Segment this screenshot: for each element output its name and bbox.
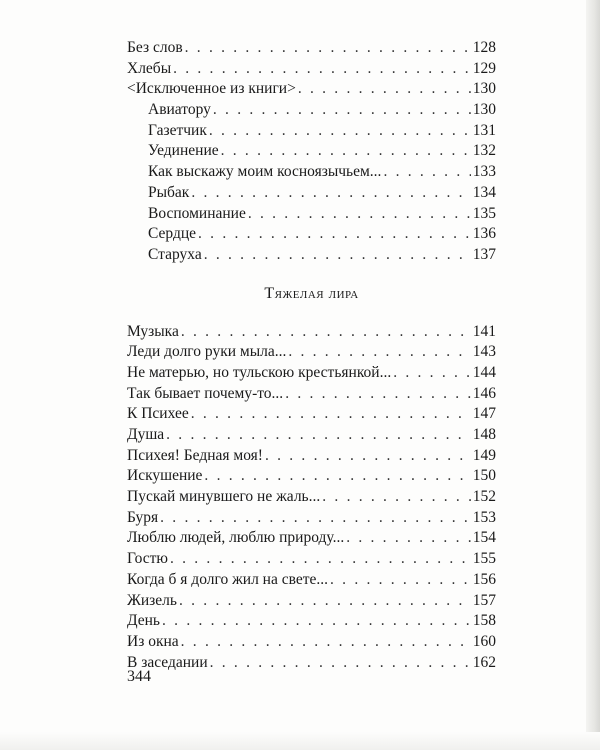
toc-entry bbox=[127, 322, 496, 343]
dot-leader bbox=[210, 653, 471, 674]
toc-entry-title: Газетчик bbox=[148, 121, 207, 139]
toc-entry-title: День bbox=[127, 612, 161, 630]
dot-leader bbox=[181, 632, 471, 653]
toc-entry bbox=[127, 224, 496, 245]
toc-entry-title: Искушение bbox=[127, 467, 203, 485]
toc-part-1 bbox=[127, 38, 496, 266]
toc-entry-title: К Психее bbox=[127, 405, 189, 423]
dot-leader bbox=[162, 611, 471, 632]
toc-entry bbox=[127, 632, 496, 653]
toc-entry-page: 155 bbox=[472, 550, 496, 568]
toc-entry-page: 146 bbox=[472, 384, 496, 402]
dot-leader bbox=[383, 162, 470, 183]
toc-entry-title: Жизель bbox=[127, 591, 177, 609]
toc-entry-page: 148 bbox=[472, 426, 496, 443]
dot-leader bbox=[221, 141, 471, 162]
dot-leader bbox=[298, 79, 471, 100]
toc-entry-title: Без слов bbox=[127, 39, 183, 56]
toc-entry bbox=[127, 591, 496, 612]
toc-entry-title: Когда б я долго жил на свете... bbox=[127, 570, 329, 588]
dot-leader bbox=[330, 570, 471, 591]
toc-entry-title: Люблю людей, люблю природу... bbox=[127, 529, 345, 547]
dot-leader bbox=[181, 322, 471, 343]
dot-leader bbox=[322, 487, 470, 508]
toc-entry-title: Музыка bbox=[127, 322, 179, 340]
toc-entry-page: 143 bbox=[472, 343, 496, 361]
dot-leader bbox=[346, 528, 471, 549]
toc-entry-title: Хлебы bbox=[127, 59, 172, 77]
toc-entry bbox=[127, 425, 496, 446]
toc-entry-page: 157 bbox=[472, 591, 496, 609]
toc-entry bbox=[127, 528, 496, 549]
toc-entry bbox=[127, 342, 496, 363]
dot-leader bbox=[179, 591, 471, 612]
toc-entry-page: 147 bbox=[472, 405, 496, 423]
toc-entry-page: 154 bbox=[472, 529, 496, 547]
dot-leader bbox=[288, 342, 470, 363]
toc-entry bbox=[127, 611, 496, 632]
toc-entry bbox=[127, 183, 496, 204]
toc-entry bbox=[127, 446, 496, 467]
dot-leader bbox=[213, 100, 471, 121]
toc-entry bbox=[127, 570, 496, 591]
toc-entry bbox=[127, 141, 496, 162]
toc-entry-page: 131 bbox=[472, 121, 496, 139]
toc-entry-title: Из окна bbox=[127, 632, 179, 650]
toc-entry-page: 160 bbox=[472, 632, 496, 650]
toc-entry-page: 133 bbox=[472, 163, 496, 181]
toc-entry bbox=[127, 121, 496, 142]
toc-entry-title: Старуха bbox=[148, 245, 202, 263]
toc-entry-title: Гостю bbox=[127, 550, 168, 568]
toc-entry bbox=[127, 466, 496, 487]
toc-entry-page: 129 bbox=[472, 59, 496, 77]
toc-part-2 bbox=[127, 322, 496, 674]
toc-entry-page: 130 bbox=[472, 80, 496, 98]
toc-entry bbox=[127, 59, 496, 80]
dot-leader bbox=[198, 224, 471, 245]
toc-entry bbox=[127, 100, 496, 121]
toc-entry bbox=[127, 162, 496, 183]
toc-entry-page: 130 bbox=[472, 101, 496, 119]
toc-entry-page: 144 bbox=[472, 363, 496, 381]
page-bottom-edge bbox=[0, 732, 600, 750]
toc-entry-title: Рыбак bbox=[148, 183, 190, 201]
dot-leader bbox=[160, 508, 471, 529]
toc-entry-page: 162 bbox=[472, 653, 496, 671]
dot-leader bbox=[285, 384, 471, 405]
toc-entry-title: Душа bbox=[127, 426, 165, 443]
toc-entry-page: 136 bbox=[472, 225, 496, 243]
toc-entry bbox=[127, 404, 496, 425]
table-of-contents bbox=[127, 38, 496, 673]
toc-entry-page: 137 bbox=[472, 245, 496, 263]
dot-leader bbox=[173, 59, 471, 80]
toc-entry-page: 153 bbox=[472, 508, 496, 526]
dot-leader bbox=[170, 549, 471, 570]
toc-entry-page: 141 bbox=[472, 322, 496, 340]
toc-entry-title: Пускай минувшего не жаль... bbox=[127, 488, 321, 506]
toc-entry-title: В заседании bbox=[127, 653, 208, 671]
toc-entry bbox=[127, 38, 496, 59]
dot-leader bbox=[248, 204, 471, 225]
page-number: 344 bbox=[127, 668, 151, 685]
dot-leader bbox=[204, 466, 470, 487]
toc-entry-page: 156 bbox=[472, 570, 496, 588]
toc-entry bbox=[127, 549, 496, 570]
toc-entry-page: 134 bbox=[472, 183, 496, 201]
toc-entry-title: Не матерью, но тульскою крестьянкой... bbox=[127, 363, 392, 381]
toc-entry bbox=[127, 204, 496, 225]
toc-entry-page: 135 bbox=[472, 204, 496, 222]
dot-leader bbox=[209, 121, 471, 142]
dot-leader bbox=[393, 363, 471, 384]
toc-entry-page: 152 bbox=[472, 488, 496, 506]
toc-entry-page: 128 bbox=[472, 39, 496, 56]
toc-entry-title: Уединение bbox=[148, 142, 219, 160]
toc-entry bbox=[127, 508, 496, 529]
toc-entry-title: Воспоминание bbox=[148, 204, 246, 222]
dot-leader bbox=[166, 425, 471, 446]
dot-leader bbox=[265, 446, 471, 467]
dot-leader bbox=[191, 404, 471, 425]
toc-entry bbox=[127, 363, 496, 384]
section-heading: Тяжелая лира bbox=[264, 284, 359, 302]
toc-entry-page: 149 bbox=[472, 446, 496, 464]
dot-leader bbox=[191, 183, 470, 204]
toc-entry bbox=[127, 245, 496, 266]
toc-entry-title: Буря bbox=[127, 508, 159, 526]
toc-entry-title: Авиатору bbox=[148, 101, 211, 119]
toc-entry bbox=[127, 653, 496, 674]
toc-entry bbox=[127, 487, 496, 508]
toc-entry-title: <Исключенное из книги> bbox=[127, 80, 296, 98]
toc-entry bbox=[127, 384, 496, 405]
toc-entry-page: 150 bbox=[472, 467, 496, 485]
toc-entry bbox=[127, 79, 496, 100]
dot-leader bbox=[204, 245, 471, 266]
toc-entry-title: Как выскажу моим косноязычьем... bbox=[148, 163, 382, 181]
toc-entry-title: Психея! Бедная моя! bbox=[127, 446, 263, 464]
toc-entry-title: Сердце bbox=[148, 225, 197, 243]
toc-entry-page: 158 bbox=[472, 612, 496, 630]
dot-leader bbox=[185, 38, 471, 59]
toc-entry-title: Леди долго руки мыла... bbox=[127, 343, 287, 361]
page-edge bbox=[586, 0, 600, 750]
toc-entry-page: 132 bbox=[472, 142, 496, 160]
toc-entry-title: Так бывает почему-то... bbox=[127, 384, 284, 402]
